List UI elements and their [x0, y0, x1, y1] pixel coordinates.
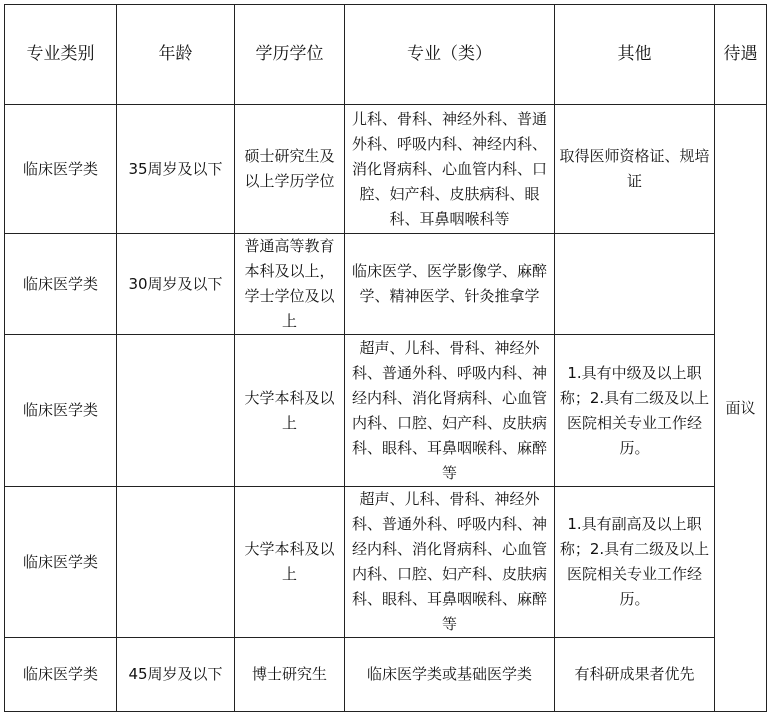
- cell-major: 超声、儿科、骨科、神经外科、普通外科、呼吸内科、神经内科、消化肾病科、心血管内科、口腔、妇产科、皮肤病科、眼科、耳鼻咽喉科、麻醉等: [345, 335, 555, 487]
- header-treatment: 待遇: [715, 5, 767, 105]
- cell-age: [117, 487, 235, 638]
- header-other: 其他: [555, 5, 715, 105]
- cell-treatment: 面议: [715, 105, 767, 712]
- cell-degree: 大学本科及以上: [235, 335, 345, 487]
- cell-degree: 博士研究生: [235, 638, 345, 712]
- cell-age: 30周岁及以下: [117, 234, 235, 335]
- header-row: [5, 5, 767, 105]
- header-age: 年龄: [117, 5, 235, 105]
- header-major: 专业（类）: [345, 5, 555, 105]
- table-row: [5, 638, 767, 712]
- cell-other: 有科研成果者优先: [555, 638, 715, 712]
- cell-age: [117, 335, 235, 487]
- cell-category: 临床医学类: [5, 335, 117, 487]
- cell-major: 临床医学类或基础医学类: [345, 638, 555, 712]
- cell-other: 取得医师资格证、规培证: [555, 105, 715, 234]
- cell-category: 临床医学类: [5, 487, 117, 638]
- cell-other: 1.具有中级及以上职称；2.具有二级及以上医院相关专业工作经历。: [555, 335, 715, 487]
- cell-other: 1.具有副高及以上职称；2.具有二级及以上医院相关专业工作经历。: [555, 487, 715, 638]
- cell-category: 临床医学类: [5, 234, 117, 335]
- cell-category: 临床医学类: [5, 105, 117, 234]
- table-row: [5, 335, 767, 487]
- table-row: [5, 487, 767, 638]
- cell-age: 45周岁及以下: [117, 638, 235, 712]
- cell-category: 临床医学类: [5, 638, 117, 712]
- recruitment-table: [4, 4, 767, 712]
- cell-major: 临床医学、医学影像学、麻醉学、精神医学、针灸推拿学: [345, 234, 555, 335]
- cell-other: [555, 234, 715, 335]
- table-row: [5, 105, 767, 234]
- header-degree: 学历学位: [235, 5, 345, 105]
- cell-degree: 硕士研究生及以上学历学位: [235, 105, 345, 234]
- table-row: [5, 234, 767, 335]
- cell-major: 儿科、骨科、神经外科、普通外科、呼吸内科、神经内科、消化肾病科、心血管内科、口腔、妇产科、皮肤病科、眼科、耳鼻咽喉科等: [345, 105, 555, 234]
- cell-degree: 大学本科及以上: [235, 487, 345, 638]
- cell-degree: 普通高等教育本科及以上，学士学位及以上: [235, 234, 345, 335]
- header-category: 专业类别: [5, 5, 117, 105]
- cell-age: 35周岁及以下: [117, 105, 235, 234]
- cell-major: 超声、儿科、骨科、神经外科、普通外科、呼吸内科、神经内科、消化肾病科、心血管内科、口腔、妇产科、皮肤病科、眼科、耳鼻咽喉科、麻醉等: [345, 487, 555, 638]
